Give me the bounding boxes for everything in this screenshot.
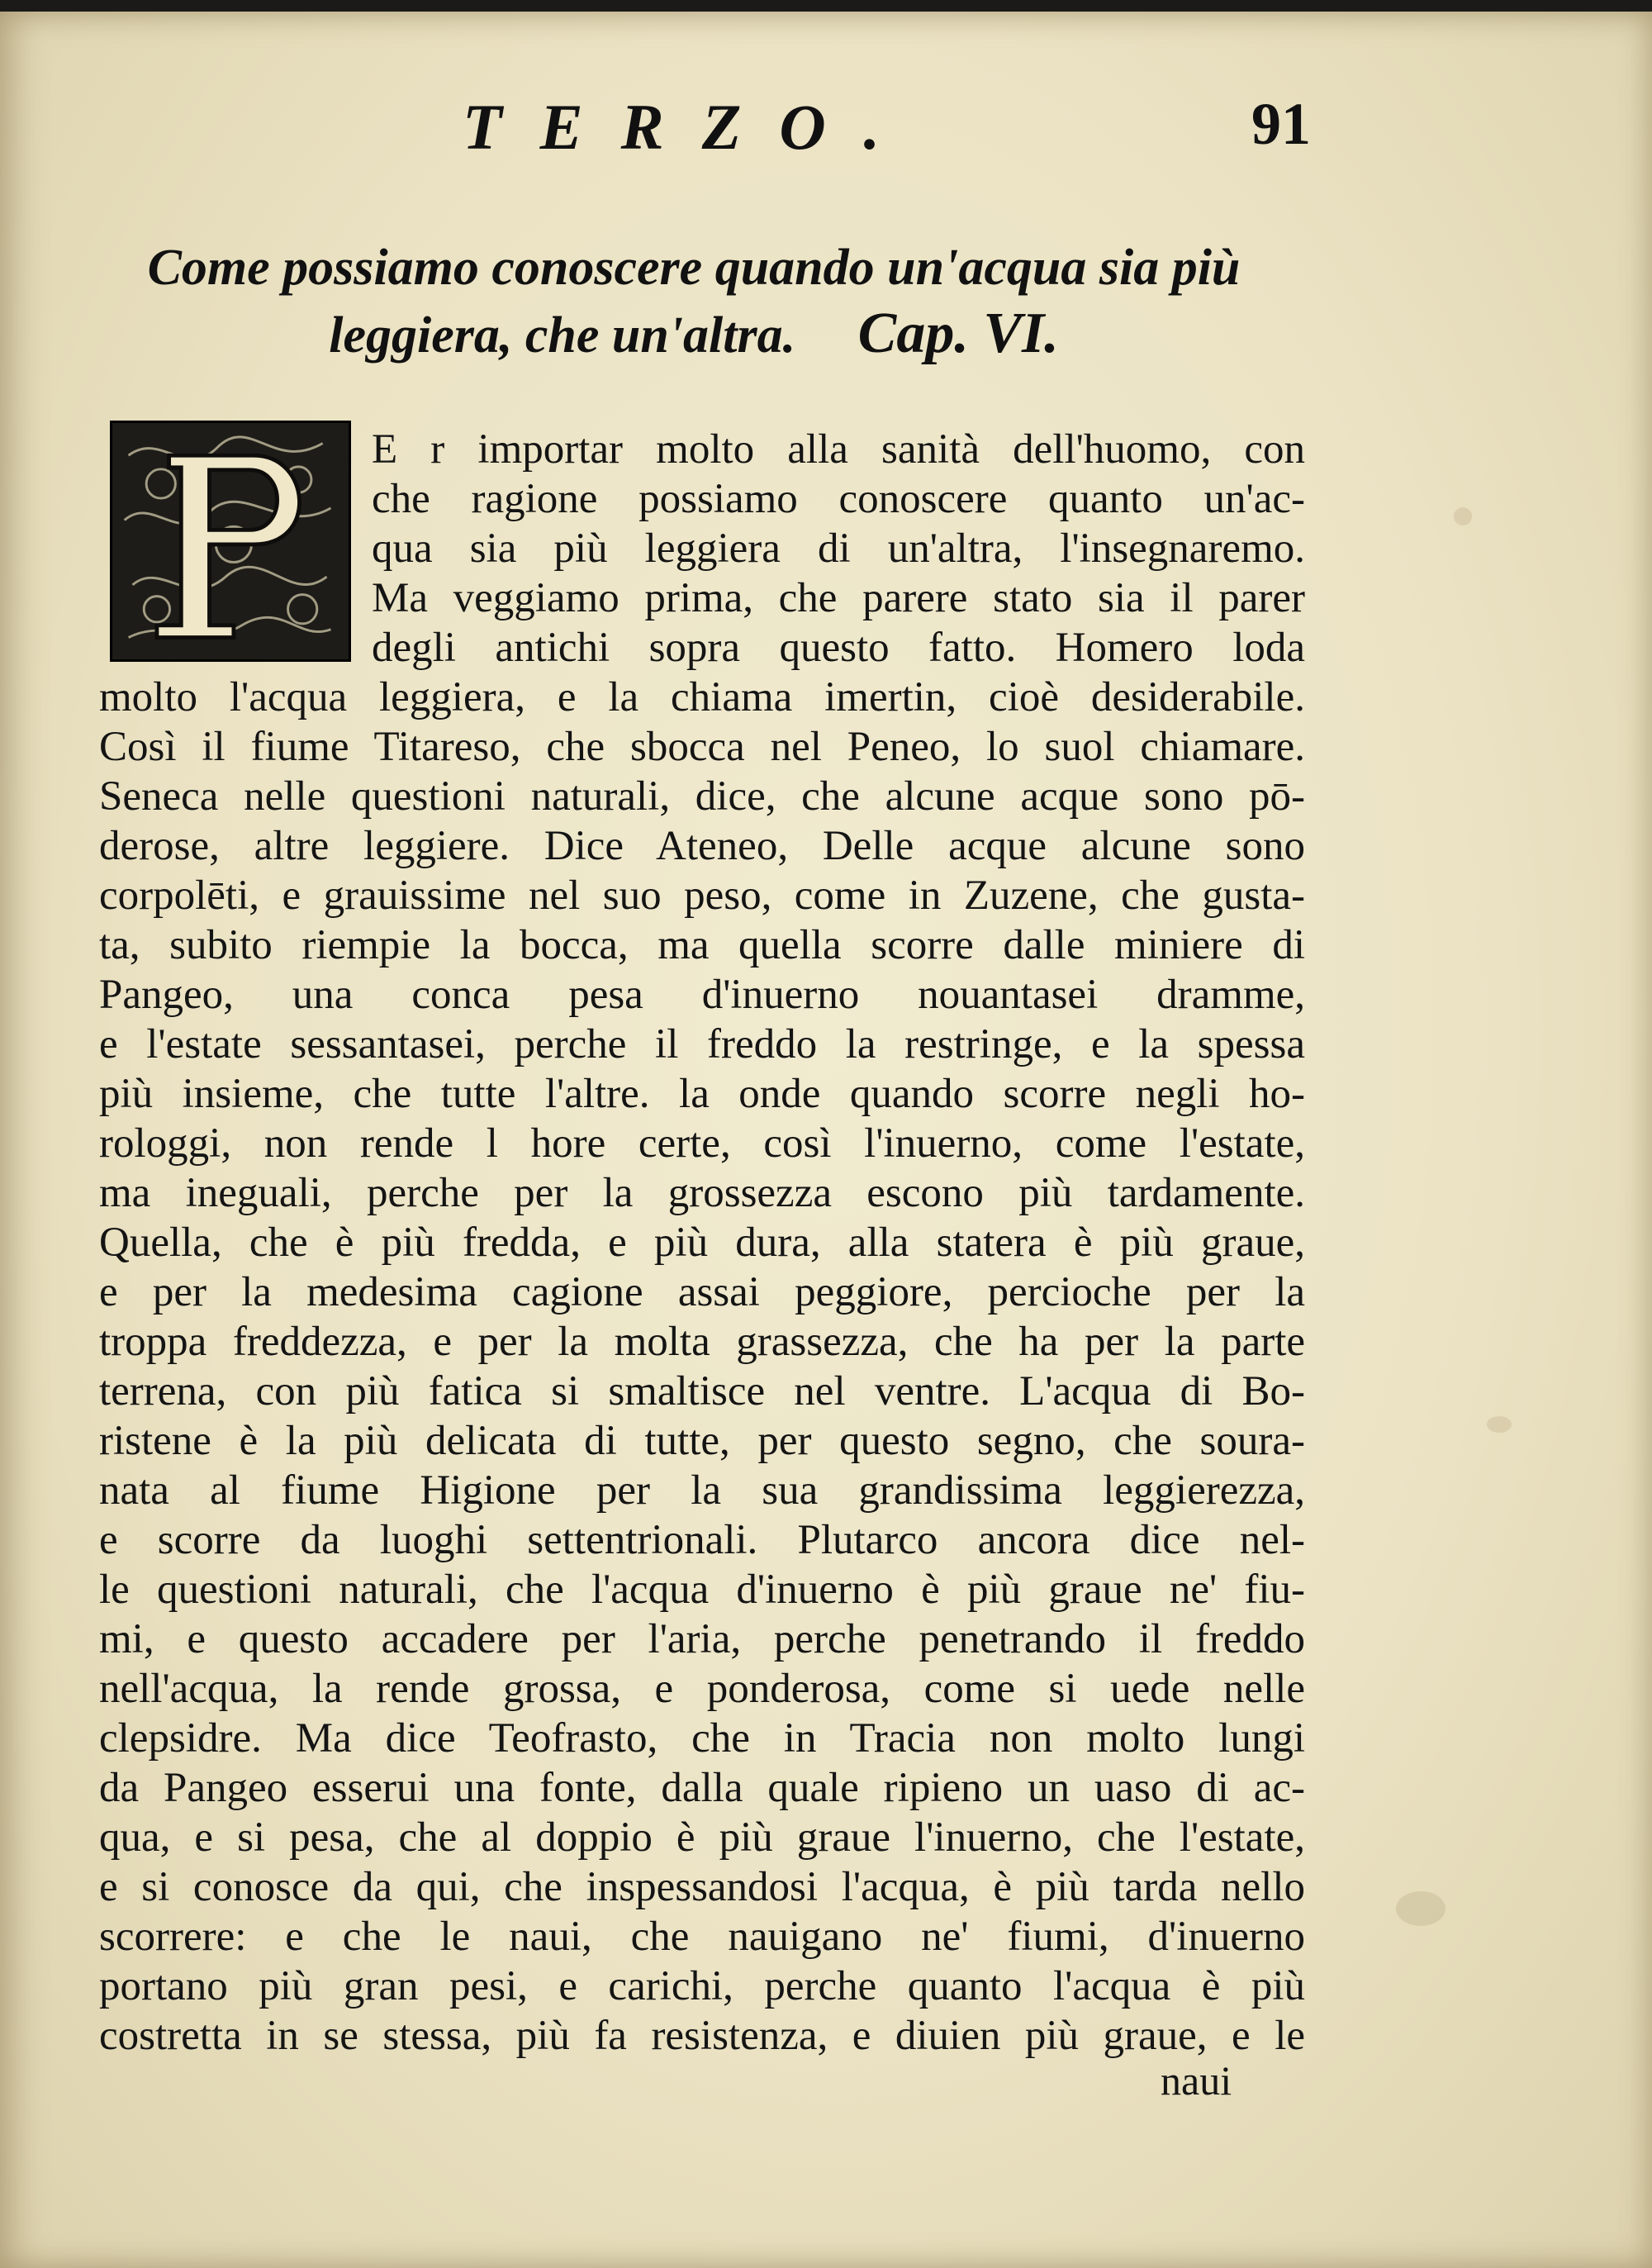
text-line: e scorre da luoghi settentrionali. Plutarco ancora dice nel- [99, 1517, 1305, 1563]
text-line: Seneca nelle questioni naturali, dice, che alcune acque sono pō- [99, 773, 1305, 820]
text-line: rologgi, non rende l hore certe, così l'inuerno, come l'estate, [99, 1120, 1305, 1167]
text-line: nell'acqua, la rende grossa, e ponderosa, come si uede nelle [99, 1666, 1305, 1712]
text-line: e per la medesima cagione assai peggiore, percioche per la [99, 1269, 1305, 1315]
text-line: Ma veggiamo prima, che parere stato sia il parer [372, 575, 1305, 621]
text-line: E r importar molto alla sanità dell'huomo, con [372, 426, 1305, 473]
text-line: portano più gran pesi, e carichi, perche quanto l'acqua è più [99, 1963, 1305, 2009]
text-line: Pangeo, una conca pesa d'inuerno nouantasei dramme, [99, 972, 1305, 1018]
chapter-title [99, 235, 1289, 368]
text-line: qua, e si pesa, che al doppio è più graue l'inuerno, che l'estate, [99, 1814, 1305, 1861]
text-line: qua sia più leggiera di un'altra, l'insegnaremo. [372, 525, 1305, 572]
catchword: naui [1161, 2057, 1232, 2104]
text-line: molto l'acqua leggiera, e la chiama imertin, cioè desiderabile. [99, 674, 1305, 720]
paper-stain [1487, 1416, 1512, 1433]
text-line: degli antichi sopra questo fatto. Homero loda [372, 625, 1305, 671]
text-line: troppa freddezza, e per la molta grassezza, che ha per la parte [99, 1319, 1305, 1365]
text-line: ta, subito riempie la bocca, ma quella scorre dalle miniere di [99, 922, 1305, 968]
chapter-label: Cap. VI. [857, 302, 1059, 365]
page-number: 91 [1251, 91, 1311, 157]
text-line: nata al fiume Higione per la sua grandissima leggierezza, [99, 1467, 1305, 1514]
text-line: più insieme, che tutte l'altre. la onde quando scorre negli ho- [99, 1071, 1305, 1117]
text-line: corpolēti, e grauissime nel suo peso, come in Zuzene, che gusta- [99, 872, 1305, 919]
chapter-heading-text: Come possiamo conoscere quando un'acqua sia più leggiera, che un'altra. [147, 240, 1241, 364]
running-title: TERZO. [463, 91, 919, 163]
text-line: e l'estate sessantasei, perche il freddo la restringe, e la spessa [99, 1021, 1305, 1067]
text-line: ristene è la più delicata di tutte, per questo segno, che soura- [99, 1418, 1305, 1464]
text-line: derose, altre leggiere. Dice Ateneo, Delle acque alcune sono [99, 823, 1305, 869]
text-line: scorrere: e che le naui, che nauigano ne' fiumi, d'inuerno [99, 1914, 1305, 1960]
text-line: da Pangeo esserui una fonte, dalla quale ripieno un uaso di ac- [99, 1765, 1305, 1811]
text-line: Quella, che è più fredda, e più dura, alla statera è più graue, [99, 1220, 1305, 1266]
decorated-initial [110, 421, 351, 662]
text-line: clepsidre. Ma dice Teofrasto, che in Tracia non molto lungi [99, 1715, 1305, 1762]
paper-stain [1454, 507, 1472, 525]
text-line: ma ineguali, perche per la grossezza escono più tardamente. [99, 1170, 1305, 1216]
text-line: costretta in se stessa, più fa resistenza, e diuien più graue, e le [99, 2013, 1305, 2059]
text-line: che ragione possiamo conoscere quanto un'ac- [372, 476, 1305, 522]
decorated-initial-p-icon [112, 423, 349, 659]
running-head [0, 90, 1652, 164]
text-line: le questioni naturali, che l'acqua d'inuerno è più graue ne' fiu- [99, 1567, 1305, 1613]
text-line: mi, e questo accadere per l'aria, perche penetrando il freddo [99, 1616, 1305, 1662]
text-line: terrena, con più fatica si smaltisce nel ventre. L'acqua di Bo- [99, 1368, 1305, 1415]
paper-stain [1396, 1891, 1446, 1926]
text-line: e si conosce da qui, che inspessandosi l'acqua, è più tarda nello [99, 1864, 1305, 1910]
book-page [0, 12, 1652, 2268]
text-line: Così il fiume Titareso, che sbocca nel Peneo, lo suol chiamare. [99, 724, 1305, 770]
